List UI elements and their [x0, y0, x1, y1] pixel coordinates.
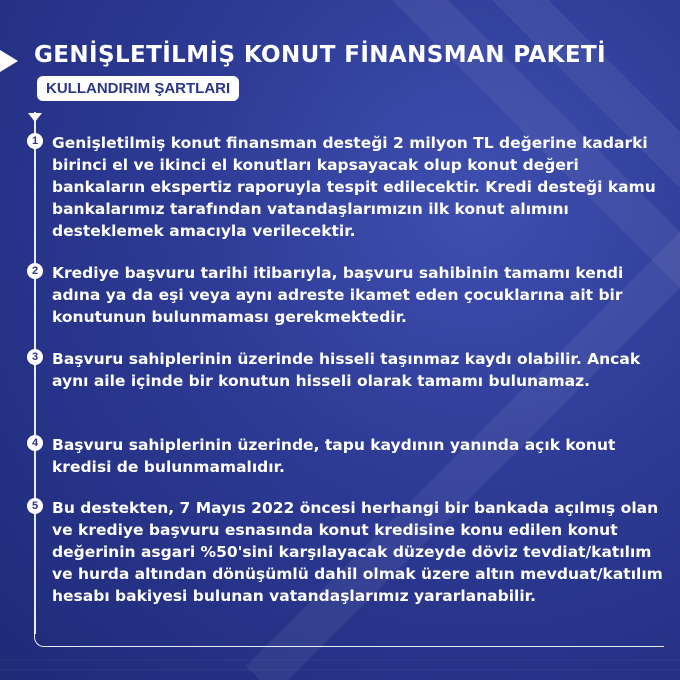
- item-text: Bu destekten, 7 Mayıs 2022 öncesi herhangi bir bankada açılmış olan ve krediye başvuru esnasında konut kredisine konu edilen konut değerinin asgari %50'sini karşılayacak düzeyde döviz tevdiat/katılım ve hurda altından dönüşümlü dahil olmak üzere altın mevduat/katılım hesabı bakiyesi bulunan vatandaşlarımız yararlanabilir.: [52, 499, 663, 605]
- play-arrow-icon: [0, 50, 18, 72]
- item-text: Krediye başvuru tarihi itibarıyla, başvuru sahibinin tamamı kendi adına ya da eşi veya aynı adreste ikamet eden çocuklarına ait bir konutunun bulunmaması gerekmektedir.: [52, 264, 624, 326]
- item-text: Başvuru sahiplerinin üzerinde, tapu kaydının yanında açık konut kredisi de bulunmamalıdır.: [52, 436, 616, 476]
- number-badge: 5: [27, 498, 43, 514]
- timeline-tail: [34, 633, 664, 647]
- timeline-line: [34, 112, 36, 634]
- number-badge: 2: [27, 263, 43, 279]
- number-badge: 4: [27, 435, 43, 451]
- item-text: Başvuru sahiplerinin üzerinde hisseli taşınmaz kaydı olabilir. Ancak aynı aile içinde bir konutun hisseli olarak tamamı bulunamaz.: [52, 350, 641, 390]
- item-text: Genişletilmiş konut finansman desteği 2 milyon TL değerine kadarki birinci el ve ikinci el konutları kapsayacak olup konut değeri bankaların ekspertiz raporuyla tespit edilecektir. Kredi desteği kamu bankalarımız tarafından vatandaşlarımızın ilk konut alımını desteklemek amacıyla verilecektir.: [52, 134, 656, 240]
- page-title: GENİŞLETİLMİŞ KONUT FİNANSMAN PAKETİ: [34, 42, 607, 68]
- down-arrow-icon: [28, 113, 42, 122]
- number-badge: 3: [27, 349, 43, 365]
- subtitle-badge: KULLANDIRIM ŞARTLARI: [37, 76, 239, 101]
- number-badge: 1: [27, 133, 43, 149]
